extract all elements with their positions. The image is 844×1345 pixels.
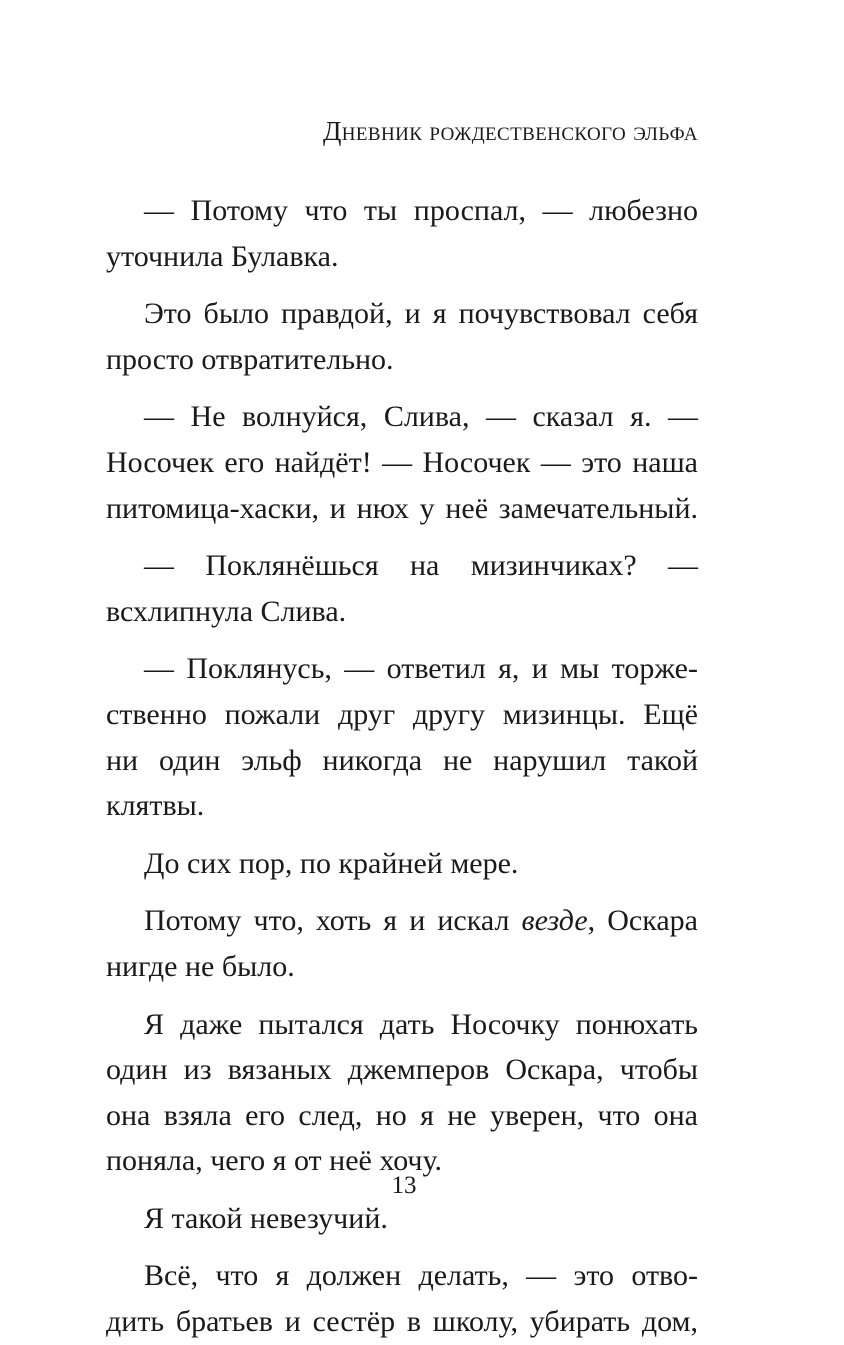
text-line: — Поклянёшься на мизинчиках? — bbox=[144, 549, 698, 583]
text-line: ни один эльф никогда не нарушил такой bbox=[106, 743, 698, 777]
text-line: Это было правдой, и я почувствовал себя bbox=[144, 297, 698, 331]
text-line: Всё, что я должен делать, — это отво- bbox=[144, 1259, 698, 1293]
text-line: она взяла его след, но я не уверен, что она bbox=[106, 1098, 698, 1132]
text-line: Я даже пытался дать Носочку понюхать bbox=[144, 1007, 698, 1041]
text-line: Я такой невезучий. bbox=[144, 1201, 388, 1235]
text-line: — Потому что ты проспал, — любезно bbox=[144, 194, 698, 227]
text-line: Носочек его найдёт! — Носочек — это наша bbox=[106, 445, 698, 479]
text-line: уточнила Булавка. bbox=[106, 239, 339, 273]
text-run: Потому что, хоть я и искал bbox=[144, 904, 522, 938]
text-line: — Не волнуйся, Слива, — сказал я. — bbox=[144, 400, 698, 434]
page-number: 13 bbox=[391, 1172, 417, 1199]
text-line: поняла, чего я от неё хочу. bbox=[106, 1144, 443, 1178]
text-line: один из вязаных джемперов Оскара, чтобы bbox=[106, 1053, 698, 1087]
emphasis-word: везде bbox=[521, 904, 588, 938]
running-head: Дневник рождественского эльфа bbox=[322, 116, 698, 146]
text-line: — Поклянусь, — ответил я, и мы торже- bbox=[144, 652, 698, 686]
text-line: дить братьев и сестёр в школу, убирать дом, bbox=[106, 1305, 698, 1339]
text-line: ственно пожали друг другу мизинцы. Ещё bbox=[106, 697, 698, 731]
text-run: , Оскара bbox=[587, 904, 699, 938]
text-line: просто отвратительно. bbox=[106, 342, 394, 376]
text-line: До сих пор, по крайней мере. bbox=[144, 846, 519, 880]
text-line-with-emphasis bbox=[106, 898, 698, 944]
text-line: клятвы. bbox=[106, 789, 205, 823]
text-line: питомица-хаски, и нюх у неё замечательный. bbox=[106, 491, 698, 525]
text-line: всхлипнула Слива. bbox=[106, 594, 347, 628]
text-line: нигде не было. bbox=[106, 949, 295, 983]
